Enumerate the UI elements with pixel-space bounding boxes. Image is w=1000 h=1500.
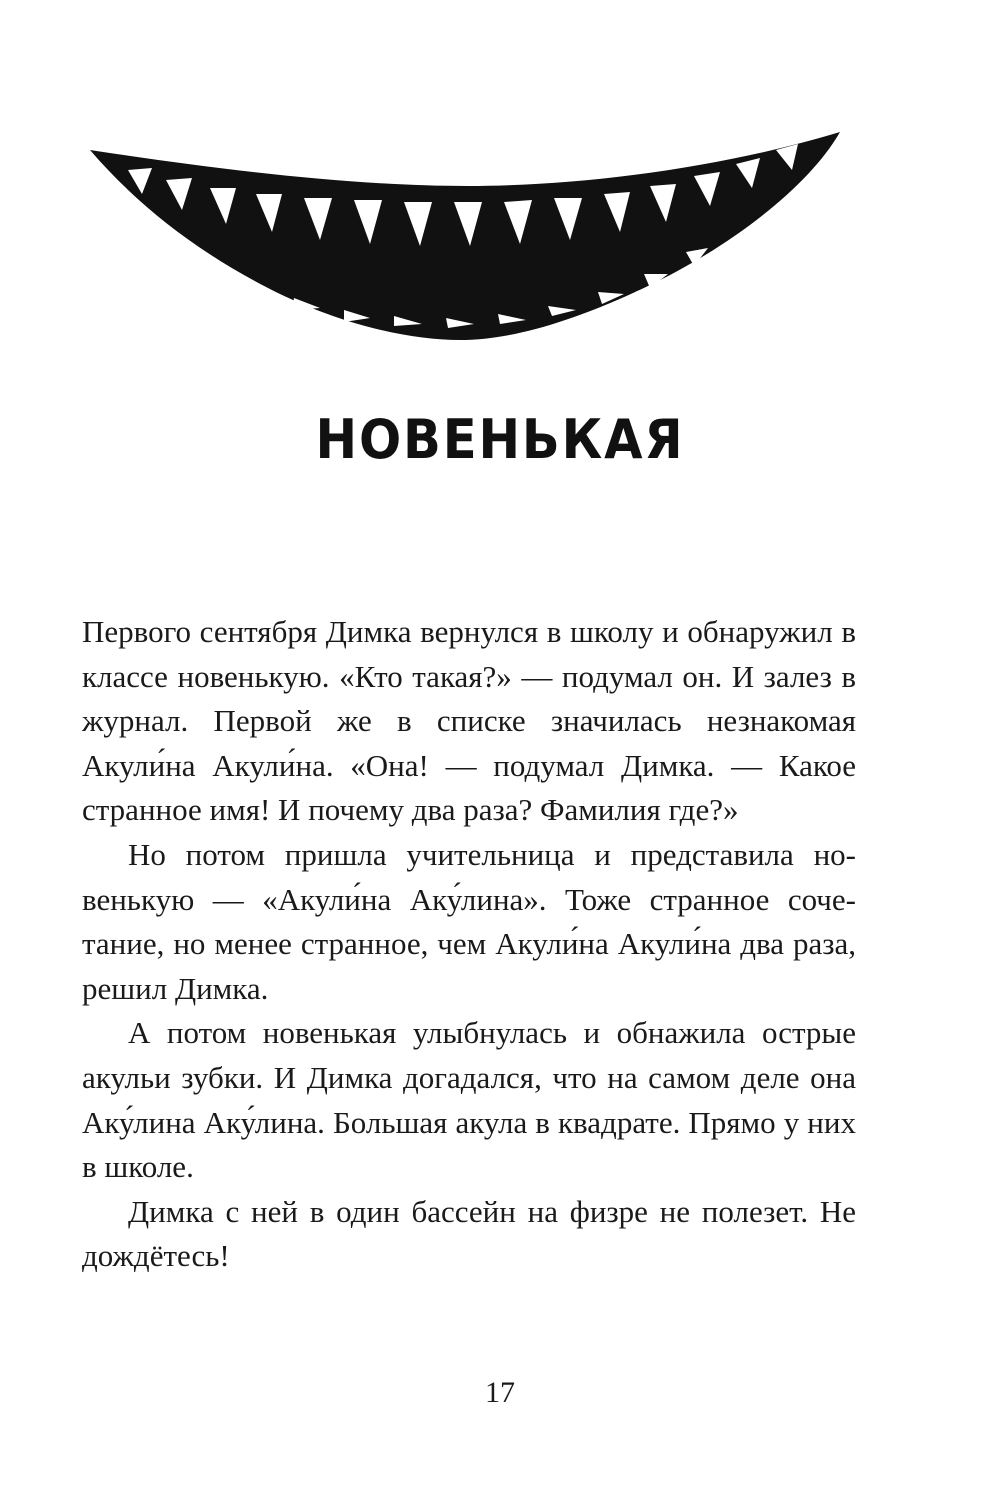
body-text xyxy=(82,610,856,1279)
chapter-title: НОВЕНЬКАЯ xyxy=(315,408,685,471)
paragraph-2: Но потом пришла учительница и представила новенькую — «Акули́на Аку́лина». Тоже странное сочетание, но менее странное, чем Акули́на Акули́на два раза, решил Димка. xyxy=(82,836,856,1006)
paragraph-4: Димка с ней в один бассейн на физре не полезет. Не дождётесь! xyxy=(82,1193,856,1274)
paragraph-1: Первого сентября Димка вернулся в школу и обнаружил в классе новенькую. «Кто такая?» — подумал он. И залез в журнал. Первой же в списке значилась незнакомая Акули́на Акули́на. «Она! — подумал Димка. — Какое странное имя! И почему два раза? Фамилия где?» xyxy=(82,614,856,828)
shark-grin-icon xyxy=(88,128,843,343)
page-number: 17 xyxy=(485,1376,515,1409)
paragraph-3: А потом новенькая улыбнулась и обнажила острые акульи зубки. И Димка догадался, что на самом деле она Аку́лина Аку́лина. Большая акула в квадрате. Прямо у них в школе. xyxy=(82,1015,856,1185)
